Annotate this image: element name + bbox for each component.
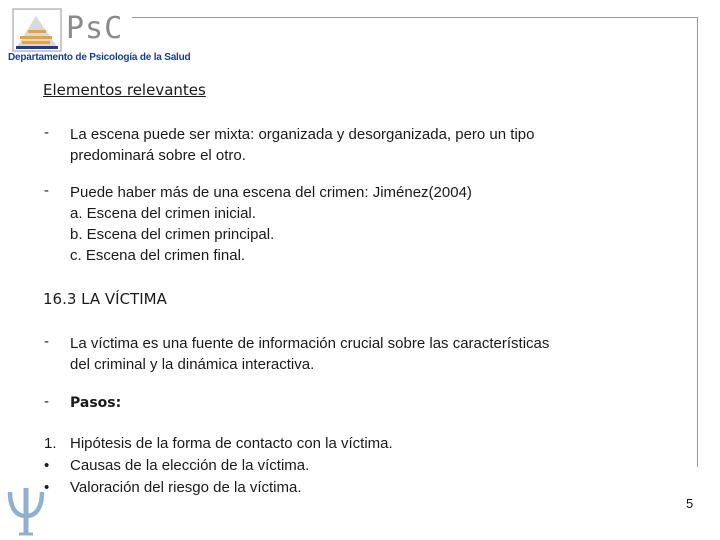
bullet-line: Puede haber más de una escena del crimen: Jiménez(2004) [70,184,472,201]
step-marker: 1. [44,435,57,452]
bullet-line: Pasos: [70,395,122,411]
bullet-marker: - [44,393,49,410]
frame-right-line [697,17,698,467]
bullet-line: c. Escena del crimen final. [70,247,246,264]
step-marker: • [44,457,50,474]
bullet-item-mixed-scene [70,124,670,166]
bullet-item-multiple-scenes [70,182,670,266]
step-item: Hipótesis de la forma de contacto con la víctima. [70,435,393,452]
department-logo-icon [12,8,62,52]
step-item: Valoración del riesgo de la víctima. [70,479,302,496]
section-heading-victima: 16.3 LA VÍCTIMA [43,290,167,308]
page-number: 5 [686,496,694,511]
bullet-marker: - [44,124,49,141]
logo-title: PsC [66,11,124,46]
bullet-line: predominará sobre el otro. [70,147,246,164]
bullet-line: La víctima es una fuente de información crucial sobre las características [70,335,550,352]
frame-top-line [132,17,698,18]
bullet-line: La escena puede ser mixta: organizada y desorganizada, pero un tipo [70,126,535,143]
bullet-item-victim-source [70,333,670,375]
psi-icon [6,486,46,536]
step-marker: • [44,479,50,496]
logo-subtitle: Departamento de Psicología de la Salud [8,52,191,63]
bullet-marker: - [44,182,49,199]
bullet-item-pasos [70,393,670,414]
section-heading-elementos: Elementos relevantes [43,81,206,99]
bullet-line: b. Escena del crimen principal. [70,226,275,243]
bullet-marker: - [44,333,49,350]
bullet-line: del criminal y la dinámica interactiva. [70,356,315,373]
step-item: Causas de la elección de la víctima. [70,457,310,474]
bullet-line: a. Escena del crimen inicial. [70,205,256,222]
